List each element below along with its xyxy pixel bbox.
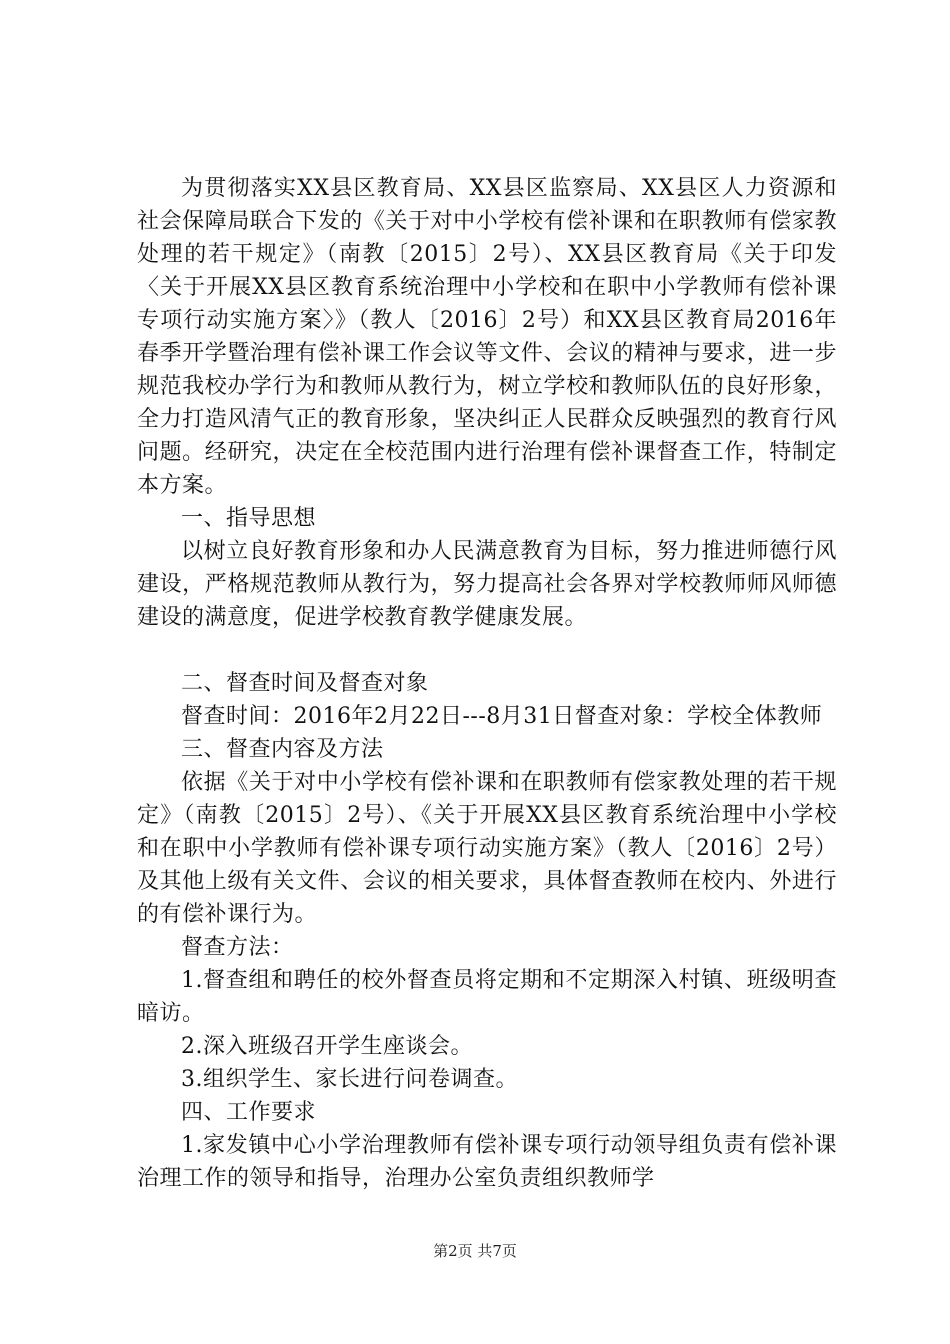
document-body: [137, 172, 837, 1195]
section-heading-content-and-method: 三、督查内容及方法: [181, 737, 384, 762]
time-and-target-paragraph: 督查时间：2016年2月22日---8月31日督查对象：学校全体教师: [181, 704, 823, 729]
section-heading-time-and-target: 二、督查时间及督查对象: [181, 671, 429, 696]
method-item-1: 1.督查组和聘任的校外督查员将定期和不定期深入村镇、班级明查暗访。: [137, 968, 837, 1026]
content-paragraph: 依据《关于对中小学校有偿补课和在职教师有偿家教处理的若干规定》（南教〔2015〕2号）、《关于开展XX县区教育系统治理中小学校和在职中小学教师有偿补课专项行动实施方案》（教人〔2016〕2号）及其他上级有关文件、会议的相关要求，具体督查教师在校内、外进行的有偿补课行为。: [137, 770, 837, 927]
paragraph-gap: [137, 634, 837, 667]
section-heading-work-requirements: 四、工作要求: [181, 1100, 317, 1125]
section-heading-guiding-ideology: 一、指导思想: [181, 506, 317, 531]
page-number-footer: 第2页 共7页: [433, 1242, 517, 1260]
intro-paragraph: 为贯彻落实XX县区教育局、XX县区监察局、XX县区人力资源和社会保障局联合下发的《关于对中小学校有偿补课和在职教师有偿家教处理的若干规定》（南教〔2015〕2号）、XX县区教育局《关于印发〈关于开展XX县区教育系统治理中小学校和在职中小学教师有偿补课专项行动实施方案〉》（教人〔2016〕2号）和XX县区教育局2016年春季开学暨治理有偿补课工作会议等文件、会议的精神与要求，进一步规范我校办学行为和教师从教行为，树立学校和教师队伍的良好形象，全力打造风清气正的教育形象，坚决纠正人民群众反映强烈的教育行风问题。经研究，决定在全校范围内进行治理有偿补课督查工作，特制定本方案。: [137, 176, 837, 498]
method-item-2: 2.深入班级召开学生座谈会。: [181, 1034, 473, 1059]
method-item-3: 3.组织学生、家长进行问卷调查。: [181, 1067, 518, 1092]
method-heading: 督查方法：: [181, 935, 294, 960]
guiding-ideology-paragraph: 以树立良好教育形象和办人民满意教育为目标，努力推进师德行风建设，严格规范教师从教行为，努力提高社会各界对学校教师师风师德建设的满意度，促进学校教育教学健康发展。: [137, 539, 837, 630]
requirement-item-1: 1.家发镇中心小学治理教师有偿补课专项行动领导组负责有偿补课治理工作的领导和指导，治理办公室负责组织教师学: [137, 1133, 837, 1191]
